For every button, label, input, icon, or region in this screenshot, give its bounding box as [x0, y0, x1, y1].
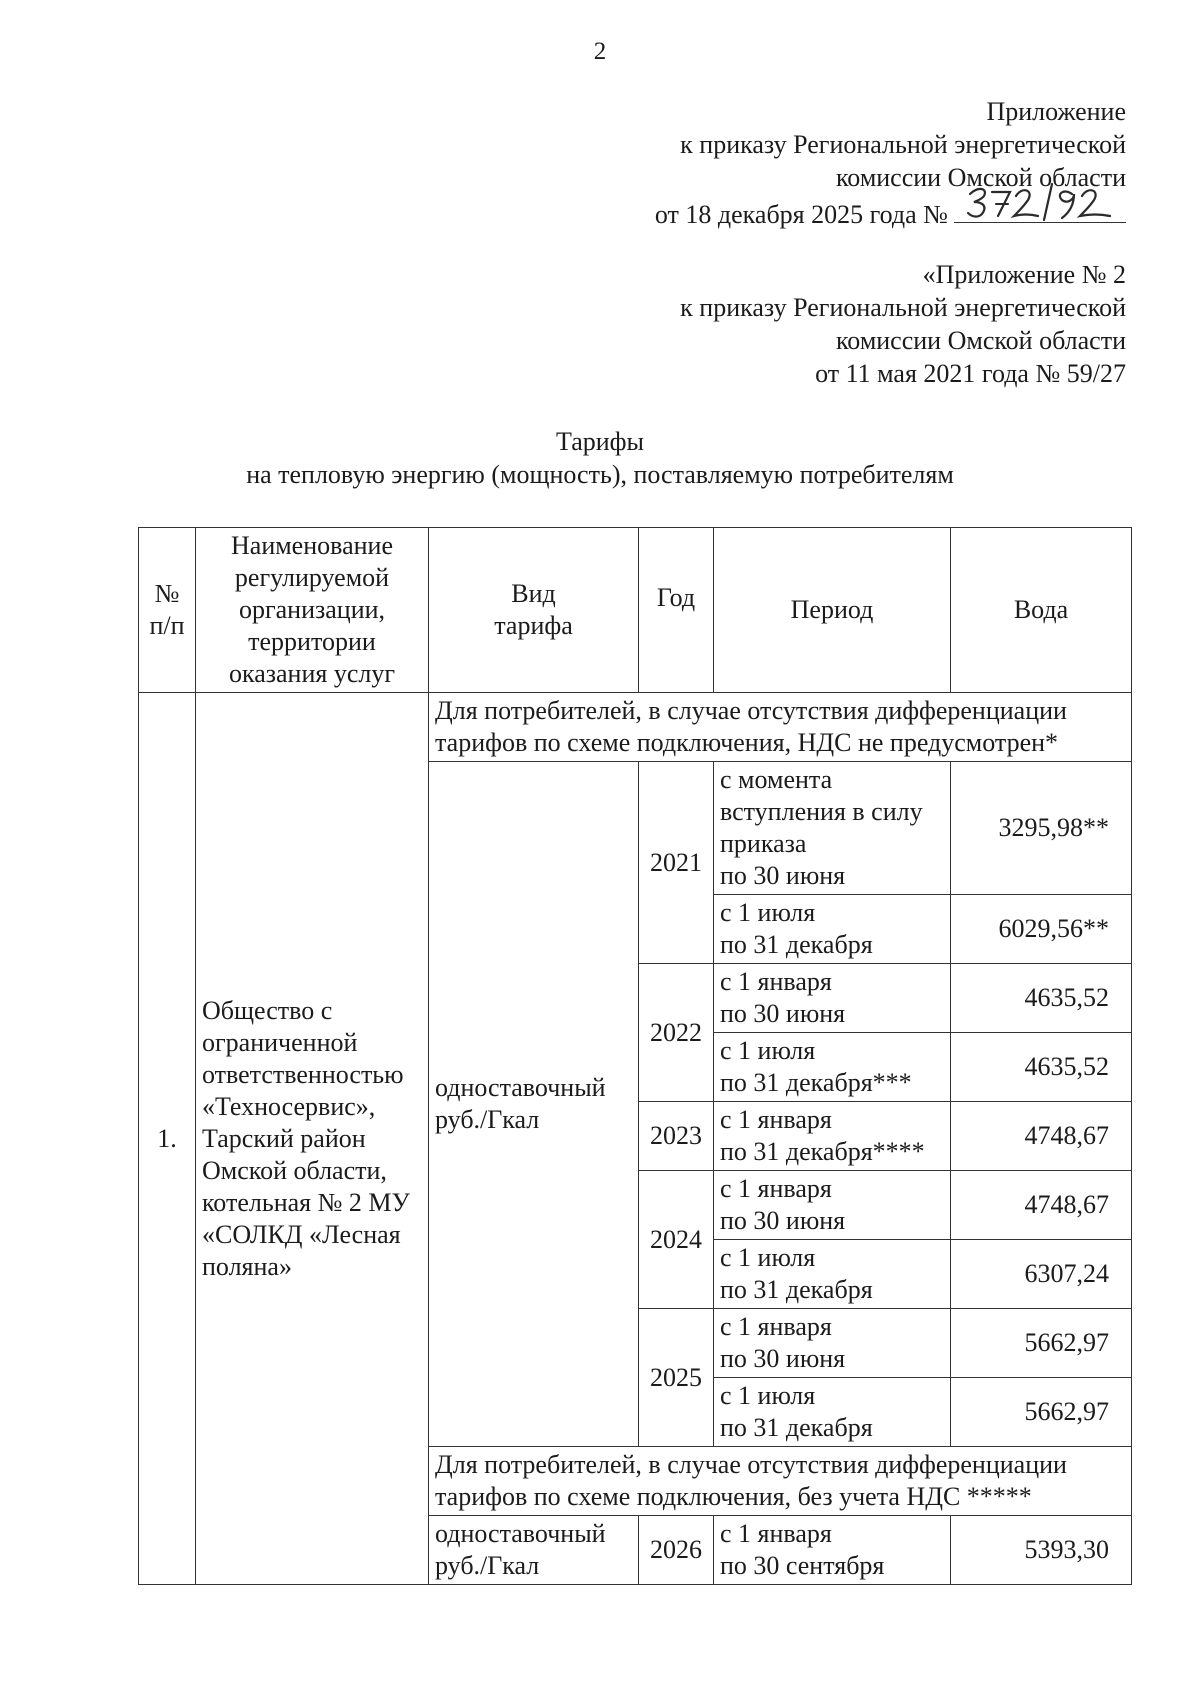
header-tariff-type: Вид тарифа	[429, 528, 639, 693]
document-title	[0, 425, 1200, 491]
period-cell: с 1 января по 30 июня	[714, 964, 951, 1033]
row-number: 1.	[139, 693, 196, 1585]
water-value: 4748,67	[951, 1171, 1132, 1240]
period-cell: с 1 июля по 31 декабря	[714, 1378, 951, 1447]
water-value: 6307,24	[951, 1240, 1132, 1309]
prev-appendix-line-1: «Приложение № 2	[922, 260, 1126, 289]
header-organization: Наименование регулируемой организации, территории оказания услуг	[196, 528, 429, 693]
page-number: 2	[593, 38, 607, 65]
year-cell: 2023	[639, 1102, 714, 1171]
organization-name: Общество с ограниченной ответственностью «Техносервис», Тарский район Омской области, котельная № 2 МУ «СОЛКД «Лесная поляна»	[196, 693, 429, 1585]
water-value: 4635,52	[951, 964, 1132, 1033]
prev-appendix-line-2: к приказу Региональной энергетической	[680, 293, 1126, 322]
title-line-1: Тарифы	[555, 427, 644, 456]
appendix-line-3: комиссии Омской области	[836, 163, 1126, 192]
period-cell: с 1 января по 30 июня	[714, 1171, 951, 1240]
water-value: 4748,67	[951, 1102, 1132, 1171]
header-water: Вода	[951, 528, 1132, 693]
appendix-line-1: Приложение	[986, 97, 1126, 126]
header-year: Год	[639, 528, 714, 693]
water-value: 4635,52	[951, 1033, 1132, 1102]
water-value: 5393,30	[951, 1516, 1132, 1585]
table-header-row	[139, 528, 1132, 693]
period-cell: с 1 января по 30 июня	[714, 1309, 951, 1378]
appendix-header	[655, 95, 1126, 231]
period-cell: с 1 июля по 31 декабря	[714, 1240, 951, 1309]
water-value: 5662,97	[951, 1309, 1132, 1378]
year-cell: 2022	[639, 964, 714, 1102]
period-cell: с момента вступления в силу приказа по 30 июня	[714, 762, 951, 895]
appendix-line-2: к приказу Региональной энергетической	[680, 130, 1126, 159]
prev-appendix-line-3: комиссии Омской области	[836, 326, 1126, 355]
water-value: 6029,56**	[951, 895, 1132, 964]
prev-appendix-line-4: от 11 мая 2021 года № 59/27	[815, 359, 1126, 388]
year-cell: 2026	[639, 1516, 714, 1585]
header-num: № п/п	[139, 528, 196, 693]
tariff-table	[138, 527, 1132, 1585]
section-2-tariff-type: одноставочный руб./Гкал	[429, 1516, 639, 1585]
previous-appendix-header	[680, 258, 1126, 390]
title-line-2: на тепловую энергию (мощность), поставляемую потребителям	[246, 460, 954, 489]
period-cell: с 1 июля по 31 декабря***	[714, 1033, 951, 1102]
handwritten-order-number	[954, 194, 1126, 223]
section-1-tariff-type: одноставочный руб./Гкал	[429, 762, 639, 1447]
water-value: 3295,98**	[951, 762, 1132, 895]
handwritten-number-graphic	[964, 180, 1114, 224]
year-cell: 2021	[639, 762, 714, 964]
section-2-note: Для потребителей, в случае отсутствия дифференциации тарифов по схеме подключения, без учета НДС *****	[429, 1447, 1132, 1516]
order-date-line: от 18 декабря 2025 года №	[654, 200, 948, 229]
period-cell: с 1 января по 30 сентября	[714, 1516, 951, 1585]
year-cell: 2024	[639, 1171, 714, 1309]
header-period: Период	[714, 528, 951, 693]
year-cell: 2025	[639, 1309, 714, 1447]
table-row	[139, 693, 1132, 762]
water-value: 5662,97	[951, 1378, 1132, 1447]
period-cell: с 1 июля по 31 декабря	[714, 895, 951, 964]
period-cell: с 1 января по 31 декабря****	[714, 1102, 951, 1171]
section-1-note: Для потребителей, в случае отсутствия дифференциации тарифов по схеме подключения, НДС не предусмотрен*	[429, 693, 1132, 762]
